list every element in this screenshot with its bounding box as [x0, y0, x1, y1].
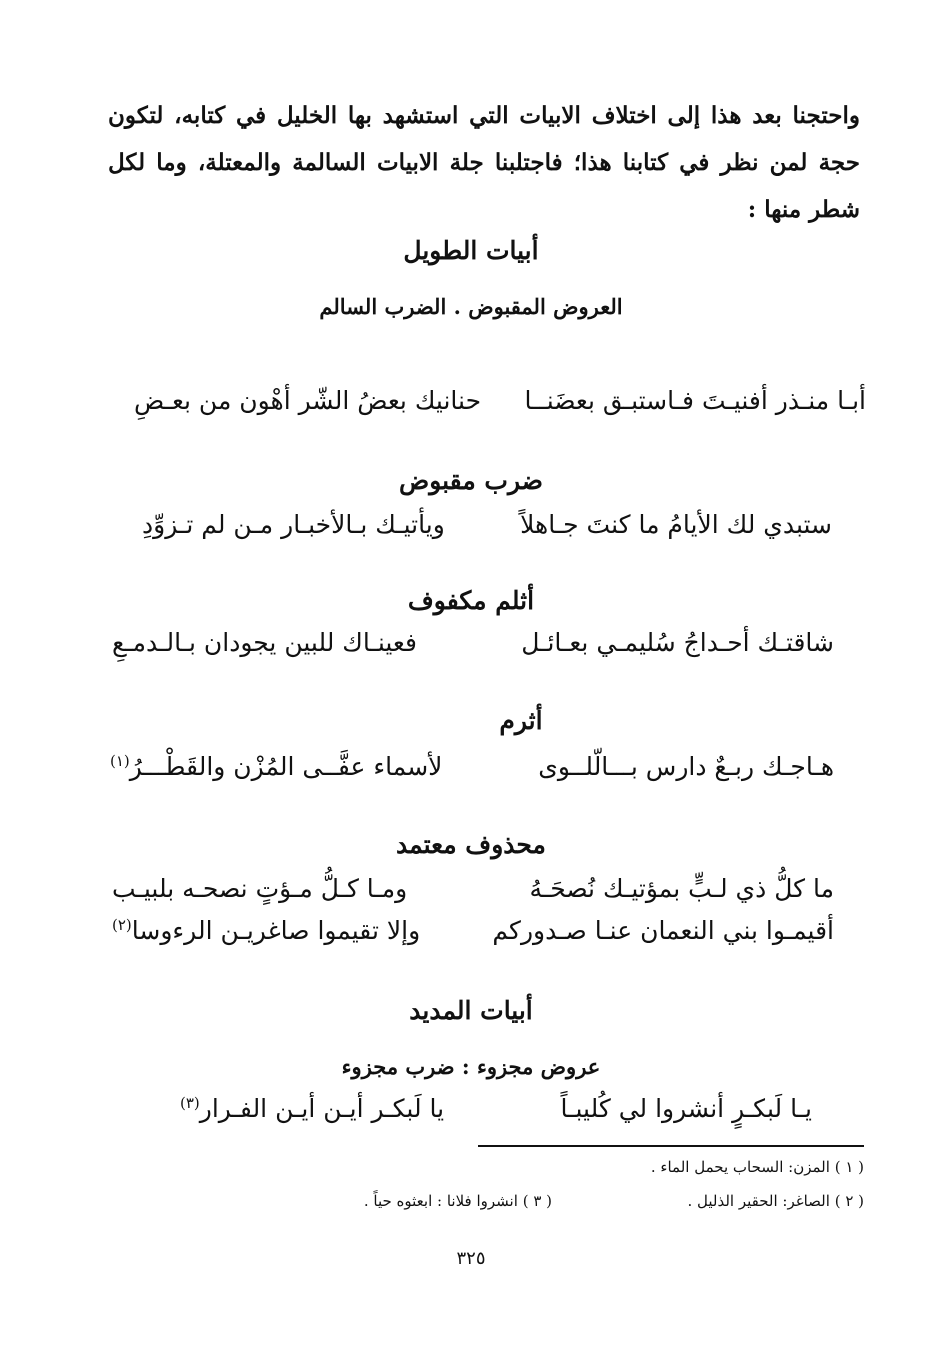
verse-first-hemistich: هـاجـك ربـعٌ دارس بـــالّلــوى	[538, 752, 834, 782]
verse-first-hemistich: أقيمـوا بني النعمان عنـا صـدوركم	[492, 916, 834, 946]
footnote	[687, 1192, 864, 1210]
verse-first-hemistich: أبـا منـذر أفنيـتَ فـاستبـق بعضَنــا	[524, 386, 866, 415]
verse-line	[180, 1094, 812, 1123]
verse-group-heading: محذوف معتمد	[396, 830, 546, 859]
verse-group-heading: ضرب مقبوض	[399, 466, 543, 495]
verse-first-hemistich: ستبدي لك الأيامُ ما كنتَ جـاهلاً	[520, 510, 832, 539]
verse-line	[112, 874, 834, 903]
footnote-text: المزن: السحاب يحمل الماء .	[650, 1158, 830, 1176]
verse-second-hemistich: حنانيك بعضُ الشّر أهْون من بعـضِ	[134, 386, 482, 415]
verse-first-hemistich: شاقتـك أحـداجُ سُليمـي بعـائـل	[521, 628, 834, 657]
verse-second-hemistich: وإلا تقيموا صاغريـن الرءوسا	[131, 916, 421, 946]
footnote-marker: (١)	[110, 752, 130, 770]
footnote-number: ( ١ )	[834, 1158, 864, 1176]
section-subtitle-tawil: العروض المقبوض . الضرب السالم	[319, 294, 623, 319]
section-subtitle-madid: عروض مجزوء : ضرب مجزوء	[341, 1054, 601, 1079]
verse-line	[134, 386, 866, 415]
footnote	[651, 1158, 864, 1176]
verse-line	[110, 752, 834, 781]
footnote-number: ( ٣ )	[522, 1192, 552, 1210]
verse-line	[142, 510, 832, 539]
footnote-number: ( ٢ )	[834, 1192, 864, 1210]
verse-group-heading: أثلم مكفوف	[407, 586, 535, 615]
section-title-madid: أبيات المديد	[409, 996, 533, 1025]
verse-second-hemistich: فعينـاك للبين يجودان بـالـدمـعِ	[112, 628, 417, 657]
intro-paragraph: واحتجنا بعد هذا إلى اختلاف الابيات التي استشهد بها الخليل في كتابه، لتكون حجة لمن نظر في كتابنا هذا؛ فاجتلبنا جلة الابيات السالمة والمعتلة، وما لكل شطر منها :	[108, 102, 860, 223]
page-number: ٣٢٥	[456, 1248, 486, 1269]
verse-line	[112, 916, 834, 945]
verse-first-hemistich: ما كلُّ ذي لـبٍّ بمؤتيـك نُصحَـهُ	[529, 874, 834, 903]
footnote-marker: (٢)	[112, 916, 132, 934]
verse-second-hemistich: ومـا كـلُّ مـؤتٍ نصحـه بلبيـب	[112, 874, 408, 903]
verse-second-hemistich: لأسماء عفَّــى المُزْن والقَطْـــرُ	[129, 752, 443, 782]
footnote-text: الصاغر: الحقير الذليل .	[687, 1192, 830, 1210]
footnote-text: انشروا فلانا : ابعثوه حياً .	[363, 1192, 518, 1210]
verse-group-heading: أثرم	[499, 706, 543, 735]
footnote-marker: (٣)	[180, 1094, 200, 1112]
footnote	[364, 1192, 552, 1210]
verse-second-hemistich: ويأتيـك بـالأخبـار مـن لم تـزوِّدِ	[142, 510, 445, 539]
verse-second-hemistich: يا لَبكـر أيـن أيـن الفـرار	[199, 1094, 445, 1124]
footnote-divider	[478, 1145, 864, 1147]
section-title-tawil: أبيات الطويل	[403, 236, 539, 265]
verse-line	[112, 628, 834, 657]
verse-first-hemistich: يـا لَبكـرٍ أنشروا لي كُليبـاً	[560, 1094, 812, 1124]
